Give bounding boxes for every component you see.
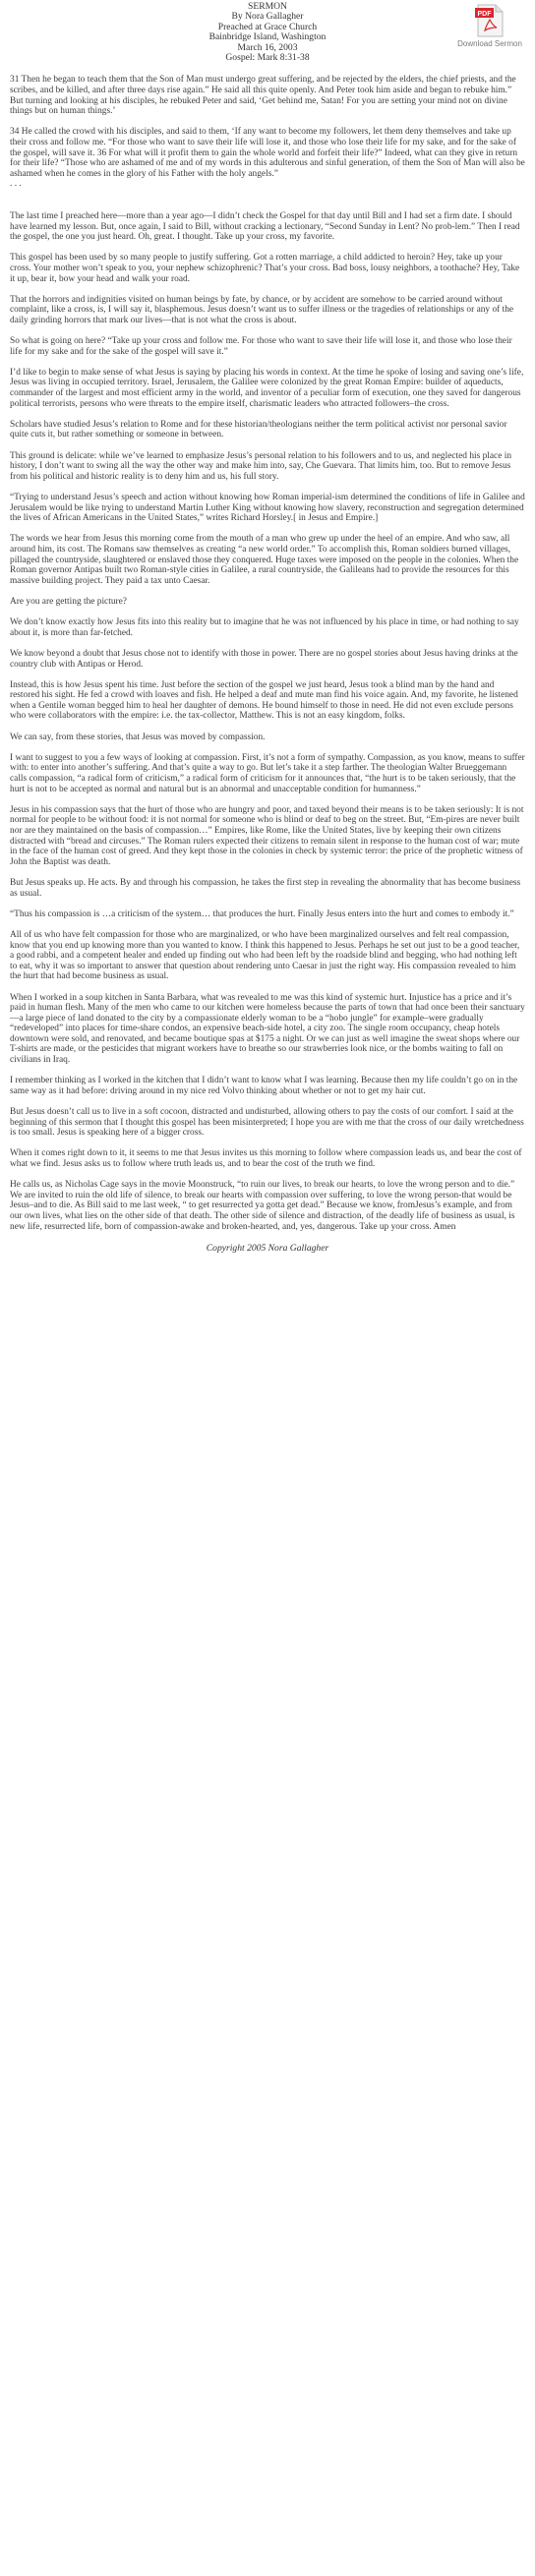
paragraph: The words we hear from Jesus this morning come from the mouth of a man who grew up under the heel of an empire. And who saw, all around him, its cost. The Romans saw themselves as creating “a new world order.” To accomplish this, Roman soldiers burned villages, pillaged the countryside, slaughtered or enslaved those they conquered. Huge taxes were imposed on the people in the colonies. When the Roman governor Antipas built two Roman-style cities in Galilee, a rural countryside, the Galileans had to provide the resources for this massive building project. They paid a tax unto Caesar. xyxy=(10,534,519,586)
section-ellipsis: . . . xyxy=(10,179,22,190)
paragraph: This ground is delicate: while we’ve learned to emphasize Jesus’s personal relation to his followers and to us, and neglected his place in history, I don’t want to swing all the way the other way and make him into, say, Che Guevara. That limits him, too. But to remove Jesus from his political and historic reality is to deny him and us, his full story. xyxy=(10,450,512,482)
paragraph: Instead, this is how Jesus spent his time. Just before the section of the gospel we just heard, Jesus took a blind man by the hand and restored his sight. He fed a crowd with loaves and fish. He helped a deaf and mute man find his voice again. And, my favorite, he listened when a Gentile woman begged him to heal her daughter of demons. He bound himself to those in need. He did not even exclude persons who were collaborators with the empire: i.e. the tax-collector, Matthew. This is not an easy kingdom, folks. xyxy=(10,679,518,722)
paragraph: He calls us, as Nicholas Cage says in the movie Moonstruck, “to ruin our lives, to break our hearts, to love the wrong person and to die.” We are invited to ruin the old life of silence, to break our hearts with compassion over suffering, to love the wrong person-that would be Jesus–and to die. As Bill said to me last week, “ to get resurrected ya gotta get dead.” Because we know, fromJesus’s example, and from our own lives, what lies on the other side of that death. The other side of silence and distraction, of the deadly life of business as usual, is new life, resurrected life, born of compassion-awake and broken-hearted, and, yes, dangerous. Take up your cross. Amen xyxy=(10,1180,515,1232)
sermon-header xyxy=(10,0,525,63)
paragraph: We don’t know exactly how Jesus fits into this reality but to imagine that he was not influenced by his place in time, or had nothing to say about it, is more than far-fetched. xyxy=(10,617,519,638)
paragraph: Are you are getting the picture? xyxy=(10,596,127,607)
paragraph: Jesus in his compassion says that the hurt of those who are hungry and poor, and taxed beyond their means is to be taken seriously: It is not normal for people to be without food: it is not normal for someone who is blind or deaf to beg on the street. But, “Em-pires are never built nor are they maintained on the basis of compassion…” Empires, like Rome, like the United States, live by keeping their own citizens distracted with “bread and circuses.” The Roman rulers expected their citizens to remain silent in response to the human cost of war; mute in the face of the human cost of greed. And they kept those in the colonies in check by systemic terror: the price of the prophetic witness of John the Baptist was death. xyxy=(10,804,524,867)
paragraph: When I worked in a soup kitchen in Santa Barbara, what was revealed to me was this kind of systemic hurt. Injustice has a price and it’s paid in human flesh. Many of the men who came to our kitchen were homeless because the parts of town that had once been their sanctuary—a large piece of land donated to the city by a compassionate elderly woman to be a “hobo jungle” for example–were gradually “redeveloped” into places for time-share condos, an expensive beach-side hotel, a city zoo. The single room occupancy, cheap hotels downtown were sold, and renovated, and became boutique spas at $175 a night. Or we can just as well imagine the sweat shops where our T-shirts are made, or the pesticides that migrant workers have to breathe so our strawberries look nice, or the bombs waiting to fall on civilians in Iraq. xyxy=(10,992,525,1066)
paragraph: “Trying to understand Jesus’s speech and action without knowing how Roman imperial-ism determined the conditions of life in Galilee and Jerusalem would be like trying to understand Martin Luther King without knowing how slavery, reconstruction and segregation determined the lives of African Americans in the United States,” writes Richard Horsley.[ in Jesus and Empire.] xyxy=(10,493,525,524)
paragraph: But Jesus speaks up. He acts. By and through his compassion, he takes the first step in revealing the abnormality that has become business as usual. xyxy=(10,877,521,899)
paragraph: 34 He called the crowd with his disciples, and said to them, ‘If any want to become my followers, let them deny themselves and take up their cross and follow me. “For those who want to save their life will lose it, and those who lose their life for my sake, and for the sake of the gospel, will save it. 36 For what will it profit them to gain the whole world and forfeit their life?” Indeed, what can they give in return for their life? “Those who are ashamed of me and of my words in this adulterous and sinful generation, of them the Son of Man will also be ashamed when he comes in the glory of his Father with the holy angels.” xyxy=(10,127,525,179)
sermon-location: Bainbridge Island, Washington xyxy=(208,31,327,43)
sermon-venue: Preached at Grace Church xyxy=(217,21,318,32)
paragraph: All of us who have felt compassion for those who are marginalized, or who have been marginalized ourselves and felt real compassion, know that you end up knowing more than you wanted to know. I think this happened to Jesus. Perhaps he set out just to be a good teacher, a good rabbi, and a competent healer and ended up finding out who had been left by the roadside blind and begging, who had nothing left to eat, why it was so important to answer that question about rendering unto Caesar in just the right way. His compassion revealed to him the hurt that had become business as usual. xyxy=(10,929,520,982)
paragraph: When it comes right down to it, it seems to me that Jesus invites us this morning to follow where compassion leads us, and bear the cost of what we find. Jesus asks us to follow where truth leads us, and to bear the cost of the truth we find. xyxy=(10,1148,522,1169)
sermon-title: SERMON xyxy=(248,1,287,12)
pdf-icon-text: PDF xyxy=(477,11,492,18)
sermon-body xyxy=(10,75,525,1232)
pdf-icon[interactable] xyxy=(474,4,505,37)
copyright-notice: Copyright 2005 Nora Gallagher xyxy=(206,1242,329,1254)
paragraph: We can say, from these stories, that Jesus was moved by compassion. xyxy=(10,732,266,742)
paragraph: I’d like to begin to make sense of what Jesus is saying by placing his words in context. At the time he spoke of losing and saving one’s life, Jesus was living in occupied territory. Israel, Jerusalem, the Galilee were colonized by the great Roman Empire: builder of aqueducts, commander of the largest and most efficient army in the world, and inventor of a peculiar form of execution, one they saved for dangerous political terrorists, persons who were threats to the empire itself, charismatic leaders who attracted followers–the cross. xyxy=(10,367,524,409)
paragraph: Scholars have studied Jesus’s relation to Rome and for these historian/theologians neither the term political activist nor personal savior quite cuts it, but rather something or someone in between. xyxy=(10,419,507,440)
paragraph: That the horrors and indignities visited on human beings by fate, by chance, or by accident are somehow to be carried around without complaint, like a cross, is, I will say it, blasphemous. Jesus doesn’t want us to suffer illness or the tragedies of relationships or any of the daily grinding horrors that mark our lives—that is not what the cross is about. xyxy=(10,294,514,325)
paragraph: The last time I preached here—more than a year ago—I didn’t check the Gospel for that day until Bill and I had set a firm date. I should have learned my lesson. But, once again, I said to Bill, without cracking a lectionary, “Second Sunday in Lent? No prob-lem.” Then I read the gospel, the one you just heard. Oh, great. I thought. Take up your cross, my favorite. xyxy=(10,210,520,243)
paragraph: “Thus his compassion is …a criticism of the system… that produces the hurt. Finally Jesus enters into the hurt and comes to embody it.” xyxy=(10,908,514,919)
sermon-page xyxy=(0,0,535,1254)
download-sermon-widget[interactable] xyxy=(450,4,529,48)
paragraph: This gospel has been used by so many people to justify suffering. Got a rotten marriage, a child addicted to heroin? Hey, take up your cross. Your mother won’t speak to you, your nephew schizophrenic? That’s your cross. Bad boss, lousy neighbors, a toothache? Hey, Take it up, bear it, bow your head and walk your road. xyxy=(10,253,520,284)
paragraph: 31 Then he began to teach them that the Son of Man must undergo great suffering, and be rejected by the elders, the chief priests, and the scribes, and be killed, and after three days rise again.” He said all this quite openly. And Peter took him aside and began to rebuke him.” But turning and looking at his disciples, he rebuked Peter and said, ‘Get behind me, Satan! For you are setting your mind not on divine things but on human things.’ xyxy=(10,75,516,117)
sermon-date: March 16, 2003 xyxy=(237,41,298,53)
paragraph: So what is going on here? “Take up your cross and follow me. For those who want to save their life will lose it, and those who lose their life for my sake and for the sake of the gospel will save it.” xyxy=(10,336,512,357)
sermon-author: By Nora Gallagher xyxy=(231,11,304,23)
download-sermon-link[interactable]: Download Sermon xyxy=(457,39,522,48)
paragraph: But Jesus doesn’t call us to live in a soft cocoon, distracted and undisturbed, allowing others to pay the costs of our comfort. I said at the beginning of this sermon that I thought this gospel has been misinterpreted; I hope you are with me that the cross of our daily wretchedness is too small. Jesus is speaking here of a bigger cross. xyxy=(10,1107,524,1139)
paragraph: I remember thinking as I worked in the kitchen that I didn’t want to know what I was learning. Because then my life couldn’t go on in the same way as it had before: driving around in my nice red Volvo thinking about whether or not to get my hair cut. xyxy=(10,1076,518,1096)
paragraph: I want to suggest to you a few ways of looking at compassion. First, it’s not a form of sympathy. Compassion, as you know, means to suffer with: to enter into another’s suffering. And that’s quite a way to go. But let’s take it a step farther. The theologian Walter Brueggemann calls compassion, “a radical form of criticism,” a radical form of criticism for it announces that, “the hurt is to be taken seriously, that the hurt is not to be accepted as normal and natural but is an abnormal and unacceptable condition for humanness.” xyxy=(10,752,525,794)
paragraph: We know beyond a doubt that Jesus chose not to identify with those in power. There are no gospel stories about Jesus having drinks at the country club with Antipas or Herod. xyxy=(10,648,518,670)
sermon-gospel: Gospel: Mark 8:31-38 xyxy=(225,52,310,64)
